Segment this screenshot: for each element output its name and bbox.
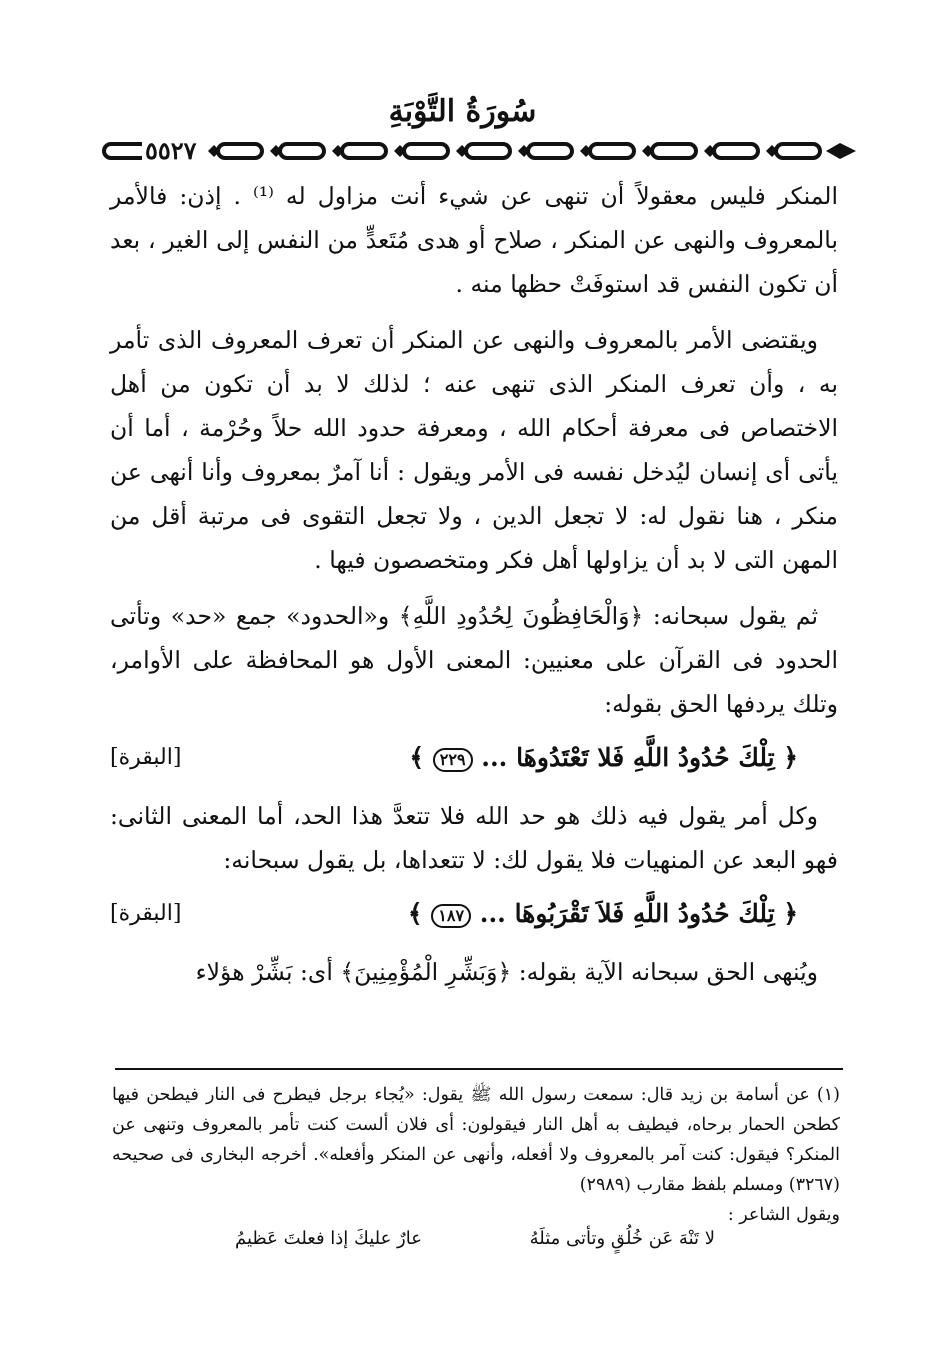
main-text — [110, 174, 838, 994]
paragraph-1: المنكر فليس معقولاً أن تنهى عن شيء أنت مزاول له ⁽¹⁾ . إذن: فالأمر بالمعروف والنهى عن المنكر ، صلاح أو هدى مُتَعدٍّ من النفس إلى الغير ، بعد أن تكون النفس قد استوفَتْ حظها منه . — [110, 182, 838, 298]
poet-intro: ويقول الشاعر : — [727, 1205, 840, 1225]
page-number: ٥٥٢٧ — [142, 136, 200, 166]
quran-quote-2 — [110, 890, 838, 940]
footnote — [112, 1080, 840, 1230]
footnote-divider — [115, 1068, 843, 1070]
verse-second-half: عارٌ عليكَ إذا فعلتَ عَظيمُ — [235, 1228, 422, 1249]
surah-reference: [البقرة] — [110, 745, 182, 770]
ayah-text: ﴿ تِلْكَ حُدُودُ اللَّهِ فَلاَ تَقْرَبُوهَا ... ١٨٧ ﴾ — [407, 899, 798, 928]
ayah-number: ٢٢٩ — [433, 748, 473, 772]
quran-quote-1 — [110, 734, 838, 784]
paragraph-3: ثم يقول سبحانه: ﴿وَالْحَافِظُونَ لِحُدُودِ اللَّهِ﴾ و«الحدود» جمع «حد» وتأتى الحدود فى القرآن على معنيين: المعنى الأول هو المحافظة على الأوامر، وتلك يردفها الحق بقوله: — [110, 602, 838, 718]
verse-first-half: لا تَنْهَ عَن خُلُقٍ وتأتى مثلَهُ — [529, 1228, 715, 1249]
paragraph-2: ويقتضى الأمر بالمعروف والنهى عن المنكر أن تعرف المعروف الذى تأمر به ، وأن تعرف المنكر الذى تنهى عنه ؛ لذلك لا بد أن تكون من أهل الاختصاص فى معرفة أحكام الله ، ومعرفة حدود الله حلاً وحُرْمة ، أما أن يأتى أى إنسان ليُدخل نفسه فى الأمر ويقول : أنا آمرٌ بمعروف وأنا أنهى عن منكر ، هنا نقول له: لا تجعل الدين ، ولا تجعل التقوى فى مرتبة أقل من المهن التى لا بد أن يزاولها أهل فكر ومتخصصون فيها . — [110, 326, 838, 574]
ornamental-border — [100, 138, 860, 164]
surah-title: سُورَةُ التَّوْبَةِ — [388, 94, 537, 129]
footnote-text: (١) عن أسامة بن زيد قال: سمعت رسول الله ﷺ يقول: «يُجاء برجل فيطرح فى النار فيطحن فيها كطحن الحمار برحاه، فيطيف به أهل النار فيقولون: أى فلان ألست كنت تأمر بالمعروف وتنهى عن المنكر؟ فيقول: كنت آمر بالمعروف ولا أفعله، وأنهى عن المنكر وأفعله». أخرجه البخارى فى صحيحه (٣٢٦٧) ومسلم بلفظ مقارب (٢٩٨٩) — [112, 1085, 840, 1195]
surah-reference: [البقرة] — [110, 901, 182, 926]
paragraph-4: وكل أمر يقول فيه ذلك هو حد الله فلا تتعدَّ هذا الحد، أما المعنى الثانى: فهو البعد عن المنهيات فلا يقول لك: لا تتعداها، بل يقول سبحانه: — [110, 802, 838, 874]
ayah-number: ١٨٧ — [431, 904, 471, 928]
paragraph-5: ويُنهى الحق سبحانه الآية بقوله: ﴿وَبَشِّرِ الْمُؤْمِنِينَ﴾ أى: بَشِّرْ هؤلاء — [195, 958, 818, 986]
ayah-text: ﴿ تِلْكَ حُدُودُ اللَّهِ فَلا تَعْتَدُوهَا ... ٢٢٩ ﴾ — [409, 743, 798, 772]
